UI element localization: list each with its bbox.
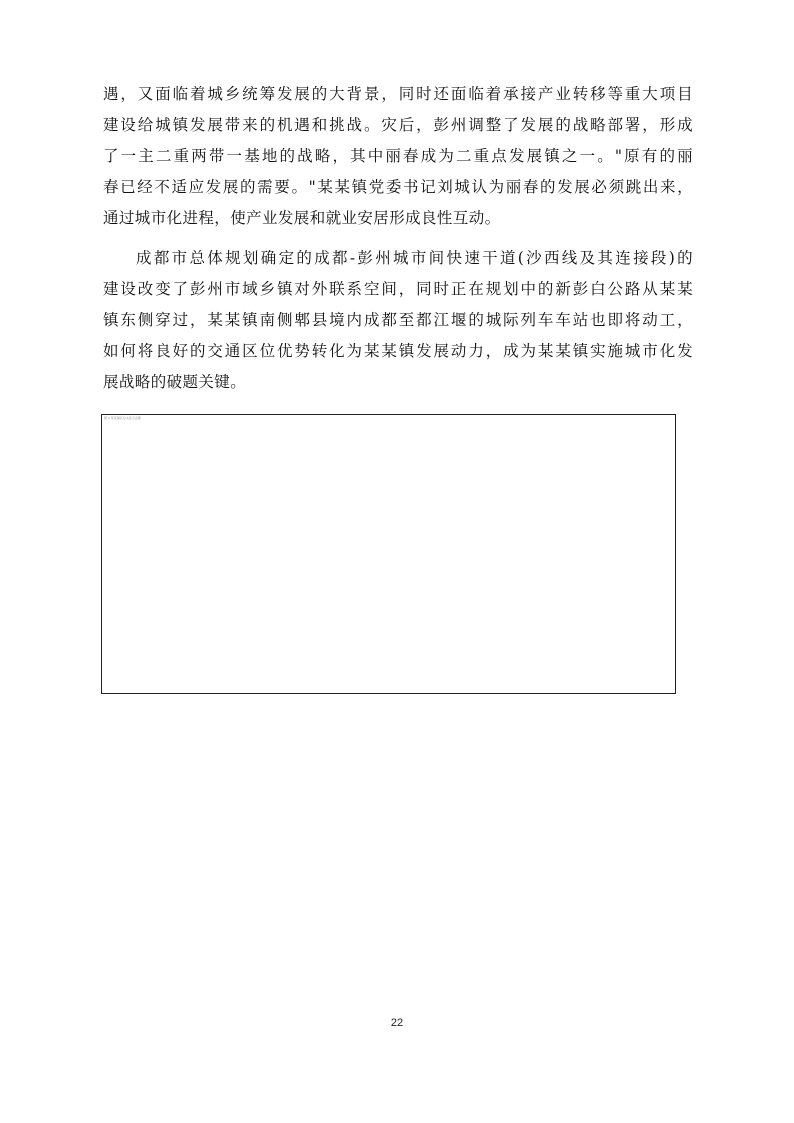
text-line: 了一主二重两带一基地的战略，其中丽春成为二重点发展镇之一。"原有的丽 (103, 147, 693, 165)
text-line: 如何将良好的交通区位优势转化为某某镇发展动力，成为某某镇实施城市化发 (103, 342, 693, 360)
text-line: 展战略的破题关键。 (103, 373, 247, 391)
text-line: 通过城市化进程，使产业发展和就业安居形成良性互动。 (103, 209, 501, 227)
text-line: 建设改变了彭州市域乡镇对外联系空间，同时正在规划中的新彭白公路从某某 (103, 280, 693, 298)
text-line: 春已经不适应发展的需要。"某某镇党委书记刘城认为丽春的发展必须跳出来， (103, 178, 693, 196)
text-line: 建设给城镇发展带来的机遇和挑战。灾后，彭州调整了发展的战略部署，形成 (103, 116, 693, 134)
figure-frame (101, 414, 676, 694)
text-line: 成都市总体规划确定的成都-彭州城市间快速干道(沙西线及其连接段)的 (136, 249, 693, 267)
text-line: 镇东侧穿过，某某镇南侧郫县境内成都至都江堰的城际列车车站也即将动工， (103, 311, 693, 329)
body-paragraph (103, 79, 693, 234)
text-line: 遇，又面临着城乡统筹发展的大背景，同时还面临着承接产业转移等重大项目 (103, 85, 693, 103)
body-paragraph (103, 243, 693, 398)
page-number: 22 (390, 1017, 404, 1029)
figure-caption: 图 1 某某镇区位关系示意图 (104, 416, 141, 420)
